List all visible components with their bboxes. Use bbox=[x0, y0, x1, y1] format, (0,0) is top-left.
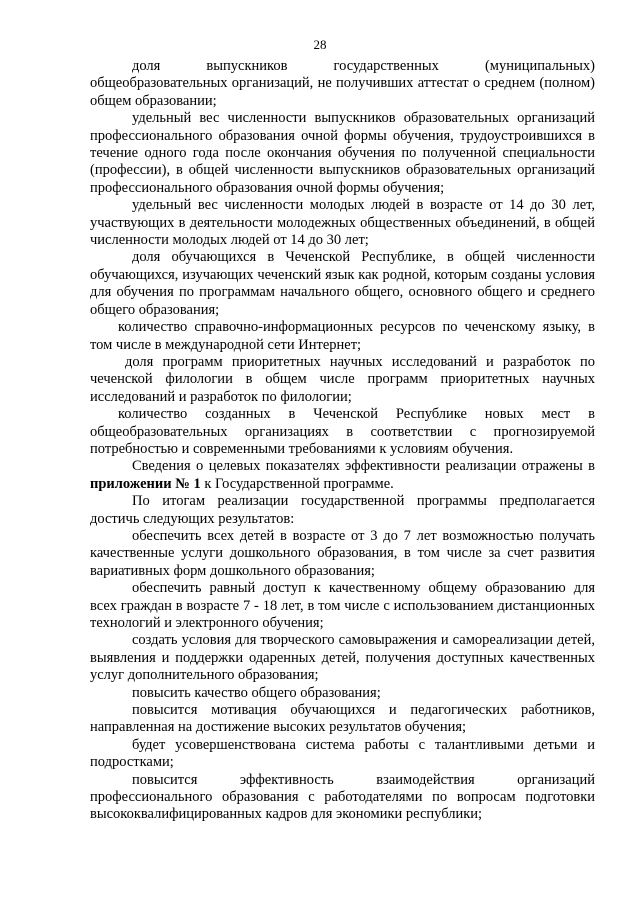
result-item: обеспечить равный доступ к качественному общему образованию для всех граждан в возрасте 7 - 18 лет, в том числе с использованием дистанционных технологий и электронного обучения; bbox=[90, 580, 595, 631]
page-number: 28 bbox=[313, 37, 327, 52]
result-item: будет усовершенствована система работы с талантливыми детьми и подростками; bbox=[90, 736, 595, 771]
result-item: повысить качество общего образования; bbox=[132, 684, 381, 701]
paragraph-indicator: удельный вес численности молодых людей в возрасте от 14 до 30 лет, участвующих в деятельности молодежных общественных объединений, в общей численности молодых людей от 14 до 30 лет; bbox=[90, 197, 595, 249]
paragraph-indicator: удельный вес численности выпускников образовательных организаций профессионального образования очной формы обучения, трудоустроившихся в течение одного года после окончания обучения по полученной специальности (профессии), в общей численности выпускников образовательных организаций профессионального образования очной формы обучения; bbox=[90, 110, 595, 196]
document-body bbox=[90, 58, 595, 824]
results-intro: По итогам реализации государственной программы предполагается достичь следующих результатов: bbox=[90, 493, 595, 527]
paragraph-indicator: доля выпускников государственных (муниципальных) общеобразовательных организаций, не получивших аттестат о среднем (полном) общем образовании; bbox=[90, 58, 595, 109]
paragraph-indicator: количество созданных в Чеченской Республике новых мест в общеобразовательных организациях в соответствии с прогнозируемой потребностью и современными требованиями к условиям обучения. bbox=[90, 406, 595, 457]
result-item: повысится эффективность взаимодействия организаций профессионального образования с работодателями по вопросам подготовки высококвалифицированных кадров для экономики республики; bbox=[90, 771, 595, 823]
paragraph-indicator: доля программ приоритетных научных исследований и разработок по чеченской филологии в общем числе программ приоритетных научных исследований и разработок по филологии; bbox=[90, 353, 595, 405]
paragraph-indicator: количество справочно-информационных ресурсов по чеченскому языку, в том числе в международной сети Интернет; bbox=[90, 319, 595, 353]
appendix-reference-paragraph bbox=[90, 458, 595, 493]
result-item: повысится мотивация обучающихся и педагогических работников, направленная на достижение высоких результатов обучения; bbox=[90, 702, 595, 736]
appendix-text-after: к Государственной программе. bbox=[200, 475, 394, 492]
result-item: создать условия для творческого самовыражения и самореализации детей, выявления и поддержки одаренных детей, получения доступных качественных услуг дополнительного образования; bbox=[90, 632, 595, 684]
result-item: обеспечить всех детей в возрасте от 3 до 7 лет возможностью получать качественные услуги дошкольного образования, в том числе за счет развития вариативных форм дошкольного образования; bbox=[90, 527, 595, 579]
appendix-text-before: Сведения о целевых показателях эффективности реализации отражены в bbox=[132, 458, 595, 475]
appendix-link-text: приложении № 1 bbox=[90, 475, 201, 492]
paragraph-indicator: доля обучающихся в Чеченской Республике, в общей численности обучающихся, изучающих чеченский язык как родной, которым созданы условия для обучения по программам начального общего, основного общего и среднего общего образования; bbox=[90, 249, 595, 318]
